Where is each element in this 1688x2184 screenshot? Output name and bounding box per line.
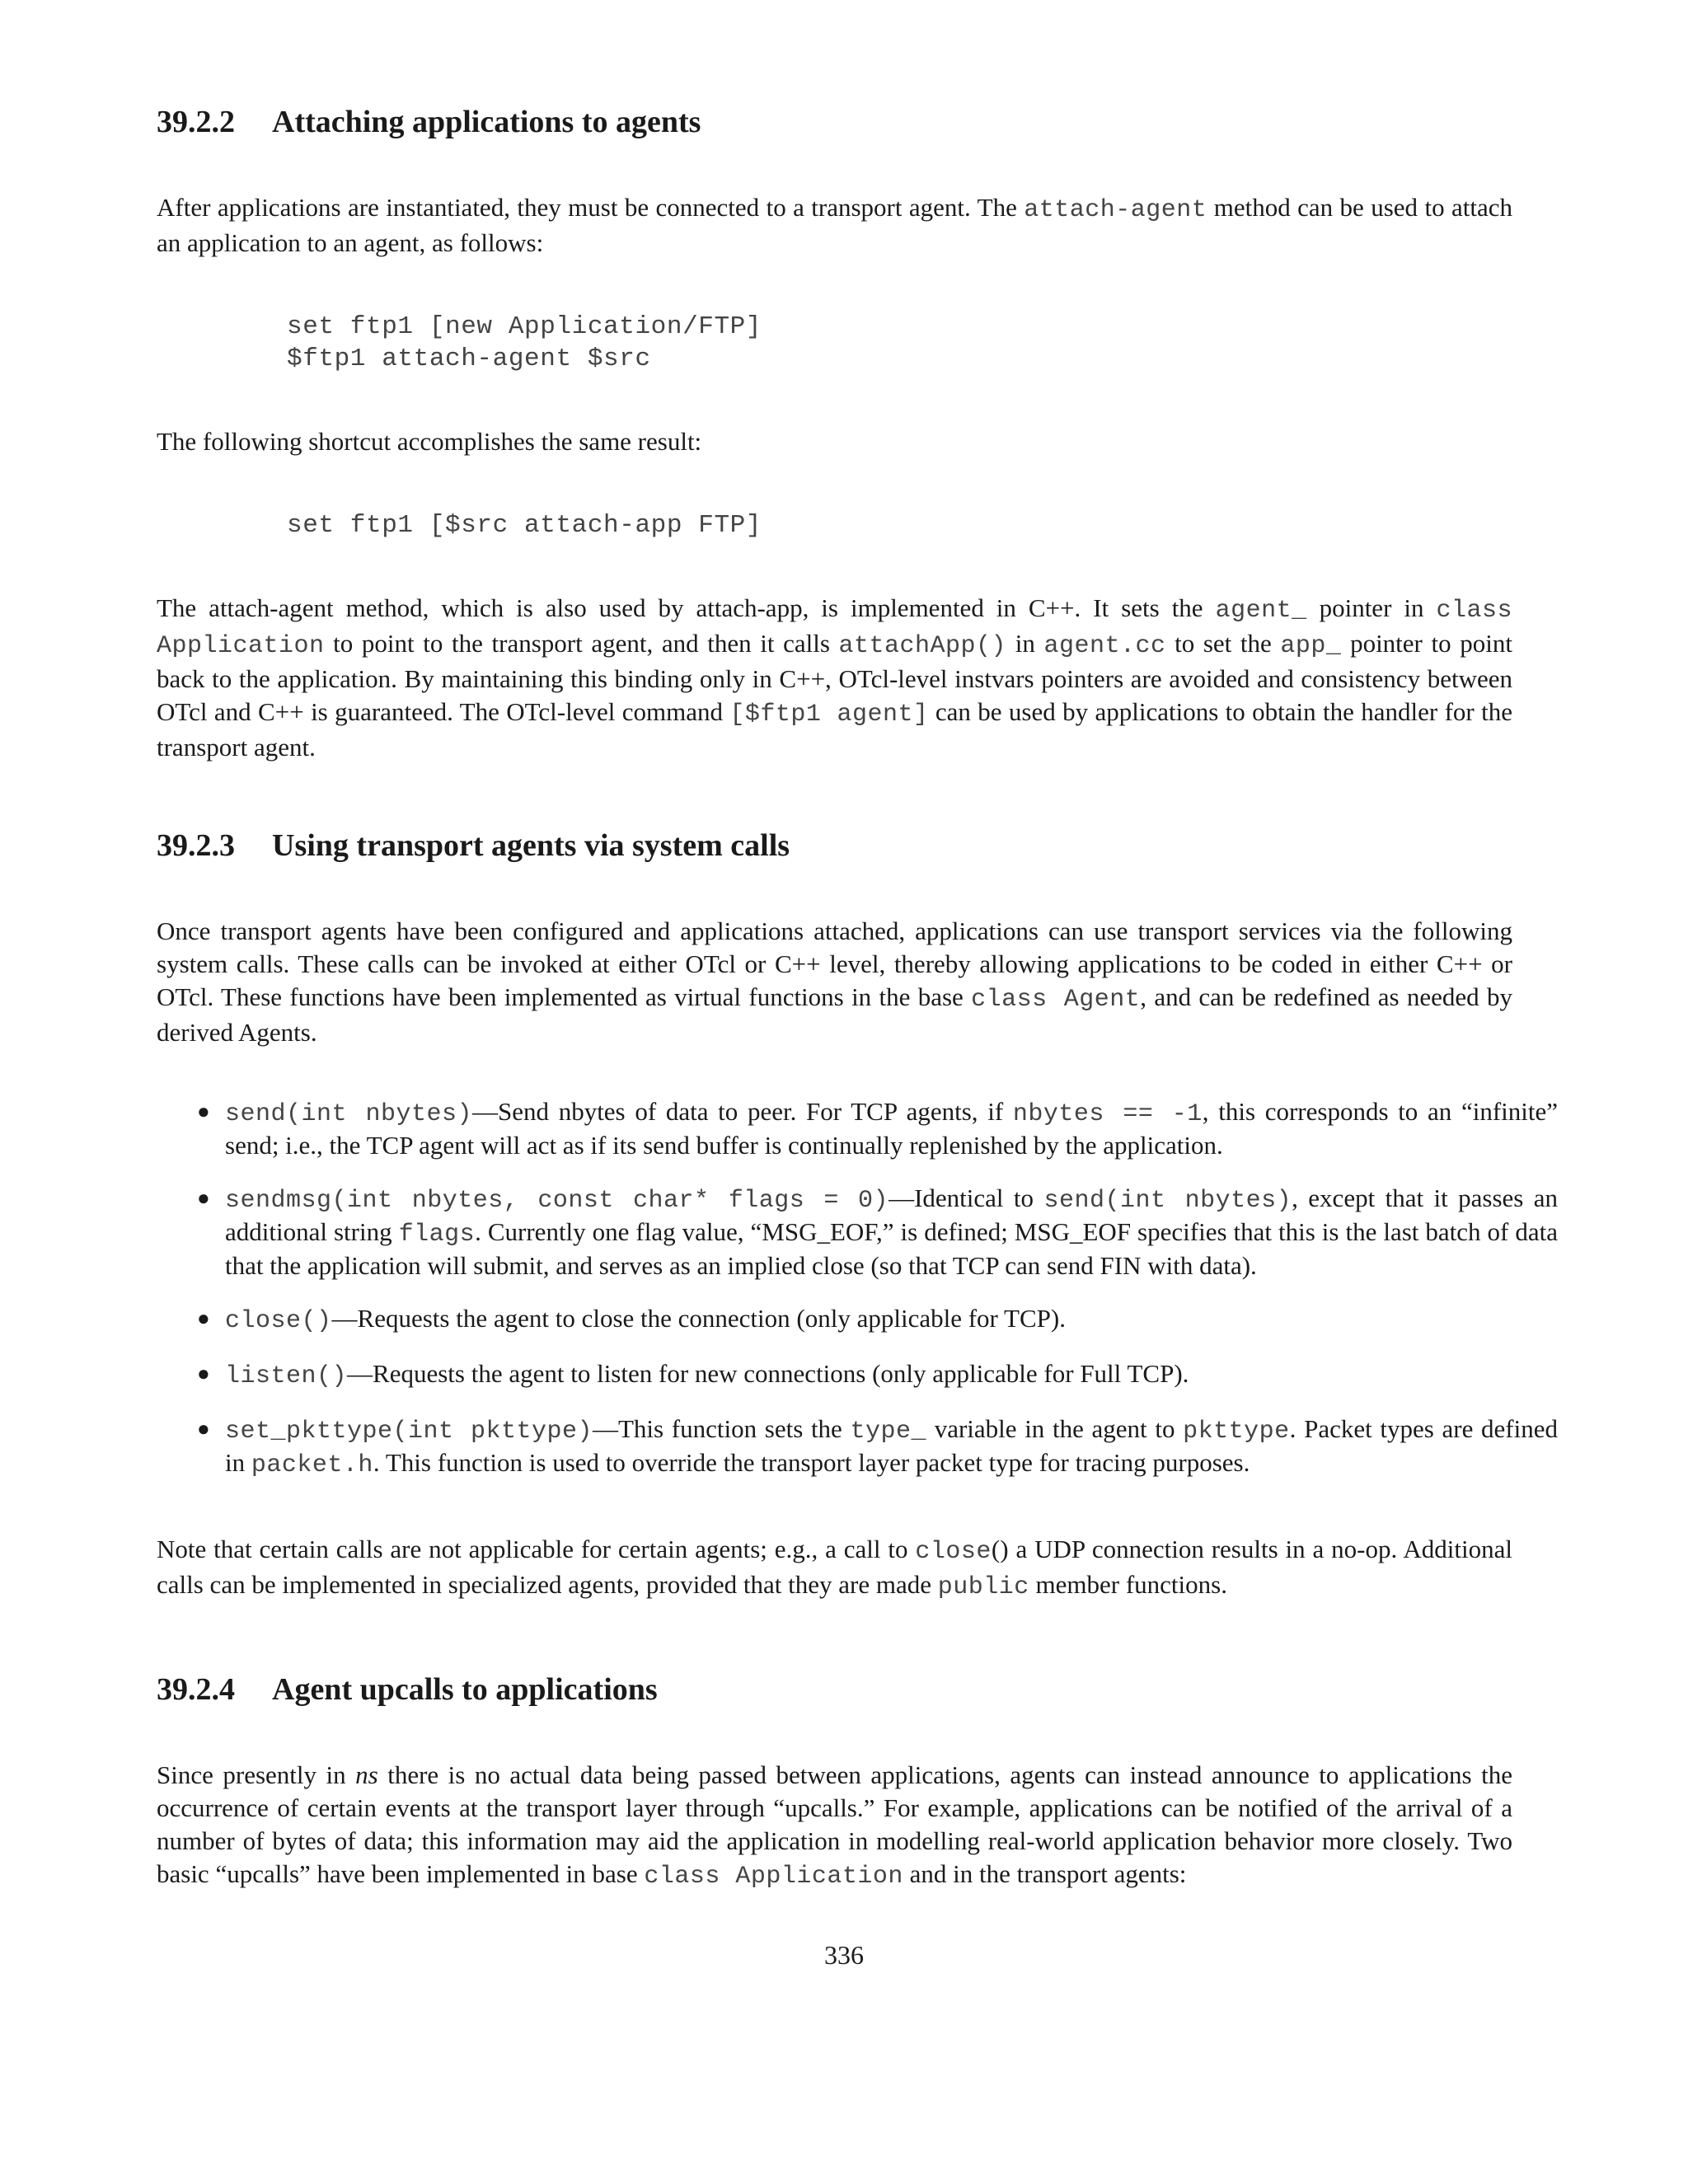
page-number: 336 (824, 1940, 864, 1970)
bullet-icon: ● (197, 1417, 210, 1441)
code-line: set ftp1 [new Application/FTP] (287, 312, 762, 341)
text-run: Note that certain calls are not applicable for certain agents; e.g., a call to (157, 1535, 916, 1563)
text-run: After applications are instantiated, they must be connected to a transport agent. The (157, 193, 1025, 222)
text-run: . Currently one flag value, “MSG_EOF,” is defined; MSG_EOF specifies that this is the last batch of data that the application will submit, and serves as an implied close (so that TCP can send FIN with data). (225, 1217, 1558, 1280)
text-run: . This function is used to override the transport layer packet type for tracing purposes. (373, 1448, 1250, 1477)
list-item (194, 1413, 1558, 1481)
text-run: —Send nbytes of data to peer. For TCP agents, if (472, 1097, 1013, 1126)
text-run: , this corresponds to an “infinite” send; i.e., the TCP agent will act as if its send buffer is continually replenished by the application. (225, 1097, 1559, 1160)
paragraph (157, 592, 1512, 764)
code-block (287, 509, 762, 541)
text-run: can be used by applications to obtain the handler for the transport agent. (157, 697, 1513, 762)
text-run: —Requests the agent to close the connection (only applicable for TCP). (331, 1304, 1066, 1333)
section-number: 39.2.2 (157, 105, 235, 139)
text-run: —Identical to (889, 1183, 1044, 1212)
inline-code: class Agent (971, 986, 1141, 1014)
text-run: Once transport agents have been configured and applications attached, applications can use transport services via the following system calls. These calls can be invoked at either OTcl or C++ level, thereby allowing applications to be coded in either C++ or OTcl. These functions have been implemented as virtual functions in the base (157, 916, 1512, 1011)
text-run: pointer in (1306, 593, 1437, 622)
paragraph (157, 915, 1512, 1049)
text-run: member functions. (1029, 1570, 1227, 1599)
emphasis: ns (355, 1760, 378, 1789)
text-run: The following shortcut accomplishes the same result: (157, 427, 702, 456)
inline-code: attachApp() (838, 632, 1007, 660)
section-title: Using transport agents via system calls (272, 828, 790, 863)
list-item (194, 1303, 1558, 1337)
code-line: set ftp1 [$src attach-app FTP] (287, 511, 762, 540)
text-run: , except that it passes an additional string (225, 1183, 1558, 1246)
paragraph (157, 191, 1512, 260)
code-block (287, 311, 762, 375)
bullet-icon: ● (197, 1361, 210, 1385)
inline-code: attach-agent (1024, 196, 1207, 224)
text-run: Since presently in (157, 1760, 356, 1789)
text-run: , and can be redefined as needed by derived Agents. (157, 982, 1512, 1047)
text-run: there is no actual data being passed between applications, agents can instead announce to applications the occurrence of certain events at the transport layer through “upcalls.” For example, applications can be notified of the arrival of a number of bytes of data; this information may aid the application in modelling real-world application behavior more closely. Two basic “upcalls” have been implemented in base (157, 1760, 1512, 1888)
inline-code: pkttype (1183, 1418, 1290, 1446)
text-run: to set the (1165, 629, 1281, 658)
text-run: . Packet types are defined in (225, 1414, 1558, 1477)
section-title: Attaching applications to agents (272, 105, 701, 139)
inline-code: agent_ (1215, 597, 1307, 625)
inline-code: close (915, 1538, 992, 1566)
text-run: —This function sets the (593, 1414, 851, 1443)
text-run: to point to the transport agent, and then it calls (324, 629, 839, 658)
section-heading-39-2-3 (157, 827, 1512, 864)
list-item (194, 1358, 1558, 1392)
bullet-list (194, 1096, 1558, 1481)
bullet-icon: ● (197, 1186, 210, 1210)
bullet-icon: ● (197, 1099, 210, 1123)
inline-code: [$ftp1 agent] (729, 701, 929, 729)
text-run: method can be used to attach an application to an agent, as follows: (157, 193, 1512, 257)
text-run: variable in the agent to (926, 1414, 1184, 1443)
section-number: 39.2.3 (157, 828, 235, 863)
inline-code: sendmsg(int nbytes, const char* flags = 0) (225, 1187, 889, 1215)
text-run: and in the transport agents: (903, 1859, 1187, 1888)
paragraph (157, 425, 1512, 458)
section-heading-39-2-2 (157, 104, 1512, 140)
text-run: —Requests the agent to listen for new connections (only applicable for Full TCP). (347, 1359, 1189, 1388)
inline-code: app_ (1280, 632, 1342, 660)
inline-code: type_ (850, 1418, 927, 1446)
section-heading-39-2-4 (157, 1671, 1512, 1708)
inline-code: set_pkttype(int pkttype) (225, 1418, 593, 1446)
list-item (194, 1183, 1558, 1282)
paragraph (157, 1533, 1512, 1604)
text-run: The attach-agent method, which is also used by attach-app, is implemented in C++. It sets the (157, 593, 1216, 622)
inline-code: class Application (157, 597, 1512, 660)
inline-code: class Application (644, 1863, 903, 1891)
inline-code: send(int nbytes) (225, 1100, 472, 1128)
text-run: () a UDP connection results in a no-op. Additional calls can be implemented in specialized agents, provided that they are made (157, 1535, 1512, 1599)
inline-code: agent.cc (1043, 632, 1166, 660)
bullet-icon: ● (197, 1306, 210, 1330)
inline-code: nbytes == -1 (1012, 1100, 1203, 1128)
inline-code: public (937, 1573, 1029, 1601)
paragraph (157, 1759, 1512, 1893)
inline-code: flags (398, 1221, 476, 1249)
section-number: 39.2.4 (157, 1672, 235, 1707)
inline-code: close() (225, 1307, 332, 1335)
text-run: pointer to point back to the application. By maintaining this binding only in C++, OTcl-level instvars pointers are avoided and consistency between OTcl and C++ is guaranteed. The OTcl-level command (157, 629, 1512, 726)
section-title: Agent upcalls to applications (272, 1672, 658, 1707)
inline-code: packet.h (251, 1451, 373, 1479)
text-run: in (1006, 629, 1044, 658)
code-line: $ftp1 attach-agent $src (287, 344, 651, 373)
list-item (194, 1096, 1558, 1161)
inline-code: listen() (225, 1362, 348, 1390)
inline-code: send(int nbytes) (1043, 1187, 1292, 1215)
